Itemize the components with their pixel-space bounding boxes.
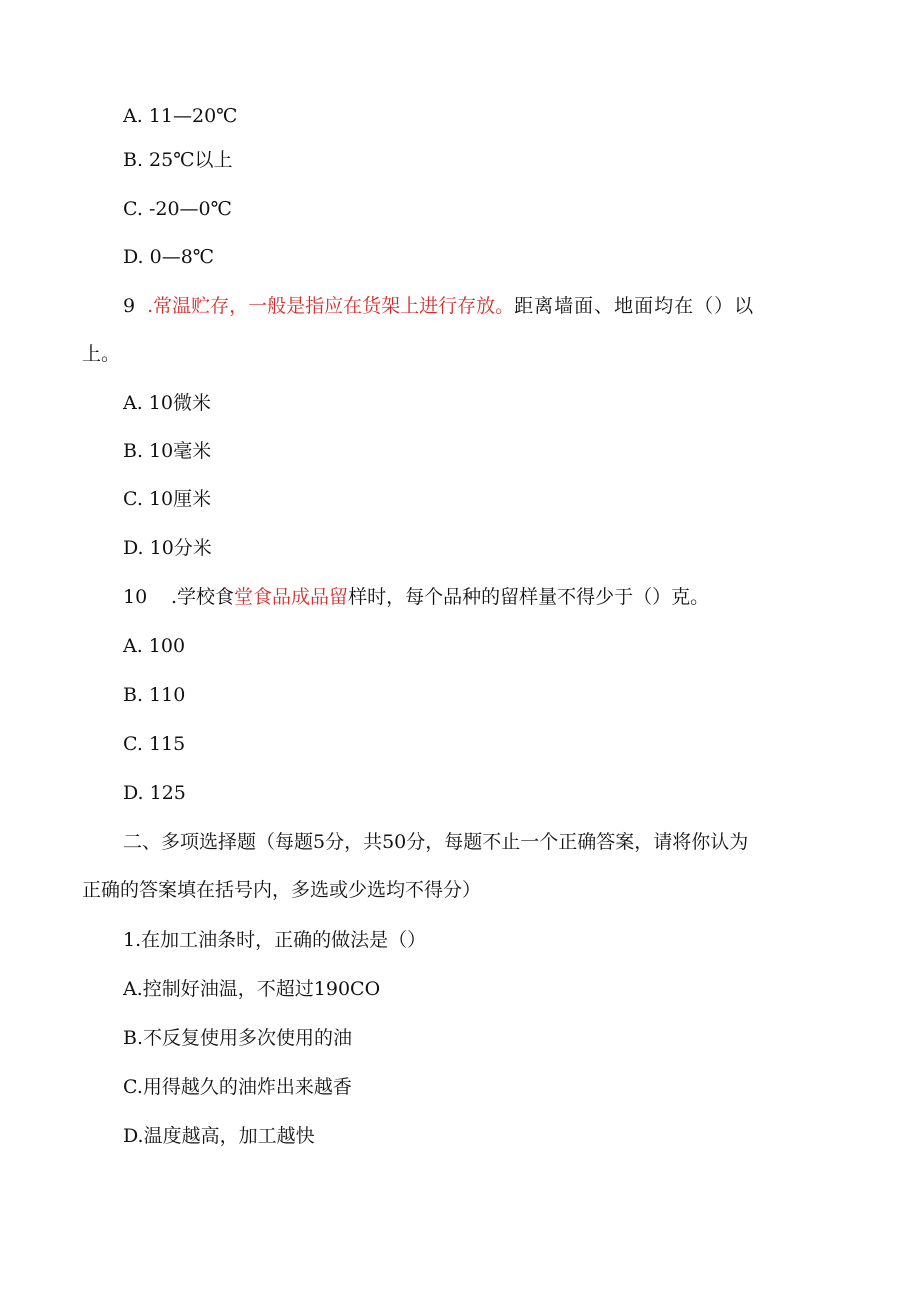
q8-option-b: B. 25℃以上	[123, 149, 233, 171]
section2-heading-continued: 正确的答案填在括号内，多选或少选均不得分）	[82, 879, 482, 901]
mq1-option-c: C.用得越久的油炸出来越香	[123, 1076, 352, 1098]
q9-option-b: B. 10毫米	[123, 440, 212, 462]
mq1-option-b: B.不反复使用多次使用的油	[123, 1027, 353, 1049]
q9-stem-continued: 上。	[82, 343, 121, 365]
q10-option-c: C. 115	[123, 733, 186, 755]
q8-option-a: A. 11—20℃	[123, 105, 238, 127]
mq1-option-d: D.温度越高，加工越快	[123, 1125, 315, 1147]
mq1-option-a: A.控制好油温，不超过190CO	[123, 978, 381, 1000]
q10-option-d: D. 125	[123, 782, 186, 804]
q9-option-d: D. 10分米	[123, 537, 212, 559]
q10-option-b: B. 110	[123, 684, 186, 706]
mq1-stem: 1.在加工油条时，正确的做法是（）	[123, 929, 427, 951]
q8-option-d: D. 0—8℃	[123, 246, 215, 268]
q10-stem-a: .学校食	[171, 586, 235, 608]
q10-stem-b: 样时，每个品种的留样量不得少于（）克。	[348, 586, 710, 608]
q9-stem-black: 距离墙面、地面均在（）以	[514, 295, 755, 317]
q10-stem-red: 堂食品成品留	[234, 586, 349, 608]
q9-option-a: A. 10微米	[123, 392, 211, 414]
q8-option-c: C. -20—0℃	[123, 198, 232, 220]
q9-stem-red: .常温贮存，一般是指应在货架上进行存放。	[147, 295, 515, 317]
q9-option-c: C. 10厘米	[123, 488, 212, 510]
q9-number: 9	[123, 295, 136, 317]
section2-heading: 二、多项选择题（每题5分，共50分，每题不止一个正确答案，请将你认为	[123, 831, 749, 853]
q10-option-a: A. 100	[123, 635, 186, 657]
q9-stem	[123, 293, 754, 319]
q10-number: 10	[123, 586, 148, 608]
q10-stem	[123, 584, 709, 610]
